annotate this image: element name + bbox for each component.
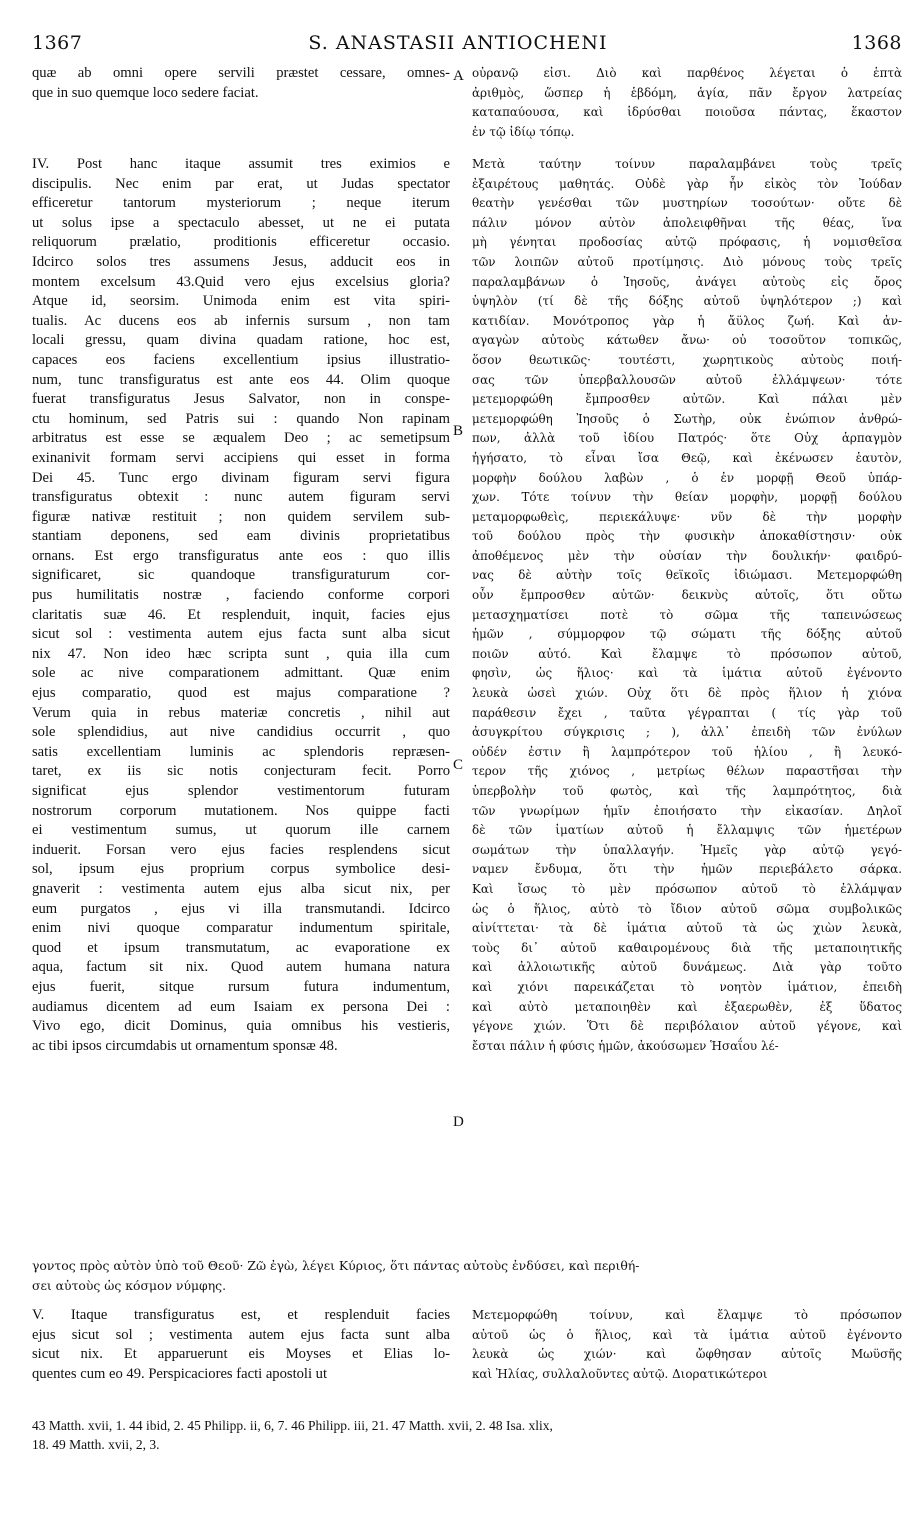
text-line: νας δὲ αὐτὴν τοῖς θεϊκοῖς ἰδιώμασι. Μετεμορφώθη: [472, 568, 902, 583]
text-line: δὲ τῶν ἱματίων αὐτοῦ ἡ ἔλλαμψις τῶν ἡμετέρων: [472, 823, 902, 838]
margin-letter-b: B: [453, 423, 464, 439]
text-line: ἐν τῷ ἰδίῳ τόπῳ.: [472, 124, 575, 139]
text-line: significaret, sic quandoque transfiguraturum cor-: [32, 567, 450, 584]
text-line: πων, ἀλλὰ τοῦ ἰδίου Πατρός· ὅτε Οὐχ ἁρπαγμὸν: [472, 431, 902, 446]
text-line: αἰνίττεται· τὰ δὲ ἱμάτια αὐτοῦ τὰ ὡς χιὼν λευκὰ,: [472, 921, 902, 936]
greek-spanning-line-2: σει αὐτοὺς ὡς κόσμον νύμφης.: [32, 1278, 227, 1293]
text-line: taret, ex iis sic notis conjecturam fecit. Porro: [32, 763, 450, 780]
text-line: fuerat transfiguratus Jesus Salvator, non in conspe-: [32, 391, 450, 408]
text-line: οὐδέν ἐστιν ἢ λαμπρότερον τοῦ ἡλίου , ἢ λευκό-: [472, 744, 902, 759]
text-line: αγαγὼν αὐτοὺς κάτωθεν ἄνω· οὐ τοσοῦτον τοπικῶς,: [472, 333, 902, 348]
text-line: χων. Τότε τοίνυν τὴν θείαν μορφὴν, μορφῇ δούλου: [472, 490, 902, 505]
text-line: capaces eos faciens excellentium ipsius illustratio-: [32, 351, 450, 368]
text-line: ἔσται πάλιν ἡ φύσις ἡμῶν, ἀκούσωμεν Ἡσαΐου λέ-: [472, 1038, 779, 1053]
text-line: θεατὴν γενέσθαι τῶν μυστηρίων τοσούτων· οὔτε δὲ: [472, 196, 902, 211]
text-line: montem excelsum 43.Quid vero ejus excelsius gloria?: [32, 273, 450, 290]
text-line: ἡγήσατο, τὸ εἶναι ἴσα Θεῷ, καὶ ἐκένωσεν ἑαυτὸν,: [472, 450, 902, 465]
text-line: τῶν λοιπῶν αὐτοῦ προτίμησις. Διὸ μόνους τοὺς τρεῖς: [472, 254, 902, 269]
text-line: τερον τῆς χιόνος , μετρίως θέλων παραστῆσαι τὴν: [472, 764, 902, 779]
text-line: ejus fuerit, sitque rursum futura indumentum,: [32, 978, 450, 995]
text-line: αὐτοῦ ὡς ὁ ἥλιος, καὶ τὰ ἱμάτια αὐτοῦ ἐγένοντο: [472, 1327, 902, 1342]
text-line: οὐρανῷ εἰσι. Διὸ καὶ παρθένος λέγεται ὁ ἑπτὰ: [472, 66, 902, 80]
text-line: IV. Post hanc itaque assumit tres eximios e: [32, 156, 450, 172]
text-line: locali gressu, quam divina quadam ratione, hoc est,: [32, 332, 450, 349]
text-line: ἡμῶν , σύμμορφον τῷ σώματι τῆς δόξης αὐτοῦ: [472, 627, 902, 642]
text-line: Dei 45. Tunc ergo divinam figuram servi figura: [32, 469, 450, 486]
text-line: καταπαύουσα, καὶ ἱδρύσθαι ποιοῦσα πάντας, ἕκαστον: [472, 105, 902, 120]
text-line: sicut nix. Et apparuerunt eis Moyses et Elias lo-: [32, 1346, 450, 1363]
text-line: καὶ ἀλλοιωτικῆς αὐτοῦ δυνάμεως. Διὰ γὰρ τοῦτο: [472, 960, 902, 975]
text-line: σωμάτων τὴν ὑπαλλαγήν. Ἡμεῖς γὰρ αὐτῷ γεγό-: [472, 842, 902, 857]
text-line: eum purgatos , ejus vi illa transmutandi. Idcirco: [32, 900, 450, 917]
text-line: ὡς ὁ ἥλιος, αὐτὸ τὸ ἴδιον αὐτοῦ σῶμα συμβολικῶς: [472, 901, 902, 916]
text-line: num, tunc transfiguratus est ante eos 44. Olim quoque: [32, 371, 450, 388]
text-line: quentes cum eo 49. Perspicaciores facti apostoli ut: [32, 1365, 328, 1382]
text-line: λευκὰ ὡς χιών· καὶ ὤφθησαν αὐτοῖς Μωϋσῆς: [472, 1347, 902, 1362]
text-line: nostrorum corporum mutationem. Nos quippe facti: [32, 802, 450, 819]
text-line: que in suo quemque loco sedere faciat.: [32, 84, 259, 101]
footnote-line-2: 18. 49 Matth. xvii, 2, 3.: [32, 1437, 160, 1452]
text-line: nix 47. Non ideo hæc scripta sunt , quia illa cum: [32, 645, 450, 662]
margin-letter-a: A: [453, 68, 464, 84]
text-line: sicut sol : vestimenta autem ejus facta sunt alba sicut: [32, 626, 450, 643]
text-line: μὴ γένηται προδοσίας αὐτῷ πρόφασις, ἡ νομισθεῖσα: [472, 235, 902, 250]
text-line: ac tibi ipsos circumdabis ut ornamentum sponsæ 48.: [32, 1037, 338, 1054]
text-line: Verum quia in rebus materiæ concretis , nihil aut: [32, 704, 450, 721]
text-line: aqua, factum sit nix. Quod autem humana natura: [32, 959, 450, 976]
text-line: sole splendidius, aut nive candidius occurrit , quo: [32, 724, 450, 741]
text-line: Vivo ego, dicit Dominus, quia omnibus his vestieris,: [32, 1018, 450, 1035]
text-line: παράθεσιν ἔχει , ταῦτα γέγραπται ( τίς γὰρ τοῦ: [472, 705, 902, 720]
text-line: κατιδίαν. Μονότροπος γὰρ ἡ ἄϋλος ζωή. Καὶ ἀν-: [472, 313, 902, 328]
text-line: καὶ αὐτὸ μεταποιηθὲν καὶ ἐξαερωθὲν, ἐξ ὕδατος: [472, 999, 902, 1014]
latin-paragraph-2: [32, 155, 450, 1056]
text-line: claritatis suæ 46. Et resplenduit, inquit, facies ejus: [32, 606, 450, 623]
running-title: S. ANASTASII ANTIOCHENI: [308, 32, 608, 54]
text-line: φησὶν, ὡς ἥλιος· καὶ τὰ ἱμάτια αὐτοῦ ἐγένοντο: [472, 666, 902, 681]
text-line: ποιῶν αὐτό. Καὶ ἔλαμψε τὸ πρόσωπον αὐτοῦ,: [472, 646, 902, 661]
text-line: exinanivit formam servi accipiens qui esset in forma: [32, 449, 450, 466]
text-line: τοῦ δούλου πρὸς τὴν φυσικὴν ἀποκαθίστησιν· οὐκ: [472, 529, 902, 544]
text-line: γέγονε χιών. Ὅτι δὲ περιβόλαιον αὐτοῦ γέγονε, καὶ: [472, 1019, 902, 1034]
text-line: ei vestimentum sumus, ut quorum ille carnem: [32, 822, 450, 839]
page-number-left: 1367: [32, 32, 83, 54]
text-line: Μετεμορφώθη τοίνυν, καὶ ἔλαμψε τὸ πρόσωπον: [472, 1308, 902, 1322]
text-line: ἀποθέμενος μὲν τὴν οὐσίαν τὴν δουλικήν· φαιδρύ-: [472, 548, 902, 563]
text-line: τοὺς δι᾽ αὐτοῦ καθαιρομένους διὰ τῆς μεταποιητικῆς: [472, 940, 902, 955]
text-line: Atque id, seorsim. Unimoda enim est vita spiri-: [32, 293, 450, 310]
text-line: ἐξαιρέτους μαθητάς. Οὐδὲ γὰρ ἦν εἰκὸς τὸν Ἰούδαν: [472, 176, 902, 191]
page-header: [0, 32, 916, 56]
greek-spanning-line-1: γοντος πρὸς αὐτὸν ὑπὸ τοῦ Θεοῦ· Ζῶ ἐγὼ, λέγει Κύριος, ὅτι πάντας αὐτοὺς ἐνδύσει, καὶ περιθή-: [32, 1258, 640, 1273]
text-line: πάλιν μόνον αὐτὸν ἀπολειφθῆναι τῆς θέας, ἵνα: [472, 215, 902, 230]
text-line: induerit. Forsan vero ejus facies resplendens sicut: [32, 841, 450, 858]
text-line: μετασχηματίσει ποτὲ τὸ σῶμα τῆς ταπεινώσεως: [472, 607, 902, 622]
text-line: significat ejus splendor vestimentorum futuram: [32, 783, 450, 799]
text-line: pus humilitatis nostræ , faciendo conforme corpori: [32, 587, 450, 604]
text-line: enim nivi quoque comparatur indumentum spiritale,: [32, 920, 450, 937]
text-line: καὶ χιόνι παρεικάζεται τὸ νοητὸν ἱμάτιον, ἐπειδὴ: [472, 979, 902, 994]
text-line: quod et ipsum transmutatum, ac evaporatione ex: [32, 939, 450, 956]
text-line: gnaverit : vestimenta autem ejus alba sicut nix, per: [32, 880, 450, 897]
text-line: sole ac nive comparationem admittant. Quæ enim: [32, 665, 450, 682]
text-line: ναμεν ἔνδυμα, ὅτι τὴν ἡμῶν περιεβάλετο σάρκα.: [472, 862, 902, 877]
text-line: sol, ipsum ejus proprium corpus symbolice desi-: [32, 861, 450, 878]
text-line: tualis. Ac ducens eos ab infernis sursum , non tam: [32, 312, 450, 329]
text-line: reliquorum prælatio, proditionis efficeretur occasio.: [32, 234, 450, 251]
text-line: μεταμορφωθεὶς, περιεκάλυψε· νῦν δὲ τὴν μορφὴν: [472, 509, 902, 524]
text-line: μετεμορφώθη Ἰησοῦς ὁ Σωτὴρ, οὐκ ἐνώπιον ἀνθρώ-: [472, 411, 902, 426]
text-line: καὶ Ἠλίας, συλλαλοῦντες αὐτῷ. Διορατικώτεροι: [472, 1366, 768, 1381]
latin-paragraph-1: [32, 64, 450, 103]
text-line: ornans. Est ergo transfiguratus ante eos : quo illis: [32, 547, 450, 564]
text-line: ἀριθμὸς, ὥσπερ ἡ ἑβδόμη, ἁγία, πᾶν ἔργον λατρείας: [472, 85, 902, 100]
text-line: discipulis. Nec enim par erat, ut Judas spectator: [32, 175, 450, 192]
text-line: Idcirco solos tres assumens Jesus, adducit eos in: [32, 253, 450, 270]
margin-letter-d: D: [453, 1114, 464, 1130]
text-line: ejus comparatio, quod est majus comparatione ?: [32, 685, 450, 702]
text-line: παραλαμβάνων ὁ Ἰησοῦς, ἀνάγει αὐτοὺς εἰς ὄρος: [472, 274, 902, 289]
text-line: ctu hominum, sed Patris sui : quando Non rapinam: [32, 410, 450, 427]
text-line: stantiam deponens, sed eam divinis proprietatibus: [32, 528, 450, 545]
text-line: σας τῶν ὑπερβαλλουσῶν αὐτοῦ ἐλλάμψεων· τότε: [472, 372, 902, 387]
text-line: οὖν ἔμπροσθεν αὐτῶν· δεικνὺς αὐτοῖς, ὅτι οὕτω: [472, 588, 902, 603]
text-line: Καὶ ἴσως τὸ μὲν πρόσωπον αὐτοῦ τὸ ἐλλάμψαν: [472, 881, 902, 896]
greek-paragraph-3: [472, 1306, 902, 1384]
text-line: ὑπερβολὴν τοῦ φωτὸς, καὶ τῆς λαμπρότητος, διὰ: [472, 784, 902, 798]
text-line: audiamus dicentem ad eum Isaiam ex persona Dei :: [32, 998, 450, 1015]
footnote-line-1: 43 Matth. xvii, 1. 44 ibid, 2. 45 Philipp. ii, 6, 7. 46 Philipp. iii, 21. 47 Matth. xvii, 2. 48 Isa. xlix,: [32, 1418, 553, 1433]
text-line: μετεμορφώθη ἔμπροσθεν αὐτῶν. Καὶ πάλαι μὲν: [472, 392, 902, 407]
greek-paragraph-2: [472, 155, 902, 1056]
text-line: figuræ nativæ restituit ; non quidem servilem sub-: [32, 508, 450, 525]
greek-paragraph-1: [472, 64, 902, 142]
latin-paragraph-3: [32, 1306, 450, 1384]
text-line: τῶν γνωρίμων ἡμῖν ἐποιήσατο τὴν εἰκασίαν. Δηλοῖ: [472, 803, 902, 818]
text-line: V. Itaque transfiguratus est, et resplenduit facies: [32, 1307, 450, 1323]
text-line: ὑψηλὸν (τί δὲ τῆς δόξης αὐτοῦ ὑψηλότερον ;) καὶ: [472, 294, 902, 309]
text-line: transfiguratus obtexit : nunc autem figuram servi: [32, 489, 450, 506]
page-number-right: 1368: [851, 32, 902, 54]
text-line: ἀσυγκρίτου σύγκρισις ; ), ἀλλ᾽ ἐπειδὴ τῶν ἐνύλων: [472, 725, 902, 740]
text-line: ut solus ipse a spectaculo abesset, ut ne ei putata: [32, 214, 450, 231]
text-line: ejus sicut sol ; vestimenta autem ejus facta sunt alba: [32, 1326, 450, 1343]
text-line: efficeretur tantorum mysteriorum ; neque iterum: [32, 195, 450, 212]
text-line: ὅσον θεωτικῶς· τουτέστι, χωρητικοὺς αὐτοὺς ποιή-: [472, 352, 902, 367]
text-line: μορφὴν δούλου λαβὼν , ὁ ἐν μορφῇ Θεοῦ ὑπάρ-: [472, 470, 902, 485]
text-line: quæ ab omni opere servili præstet cessare, omnes-: [32, 65, 450, 81]
text-line: Μετὰ ταύτην τοίνυν παραλαμβάνει τοὺς τρεῖς: [472, 157, 902, 171]
text-line: λευκὰ ὡσεὶ χιών. Οὐχ ὅτι δὲ πρὸς ἥλιον ἡ χιόνα: [472, 686, 902, 701]
text-line: arbitratus est esse se æqualem Deo ; ac semetipsum: [32, 430, 450, 447]
margin-letter-c: C: [453, 757, 464, 773]
text-line: satis excellentiam luminis ac splendoris repræsen-: [32, 743, 450, 760]
